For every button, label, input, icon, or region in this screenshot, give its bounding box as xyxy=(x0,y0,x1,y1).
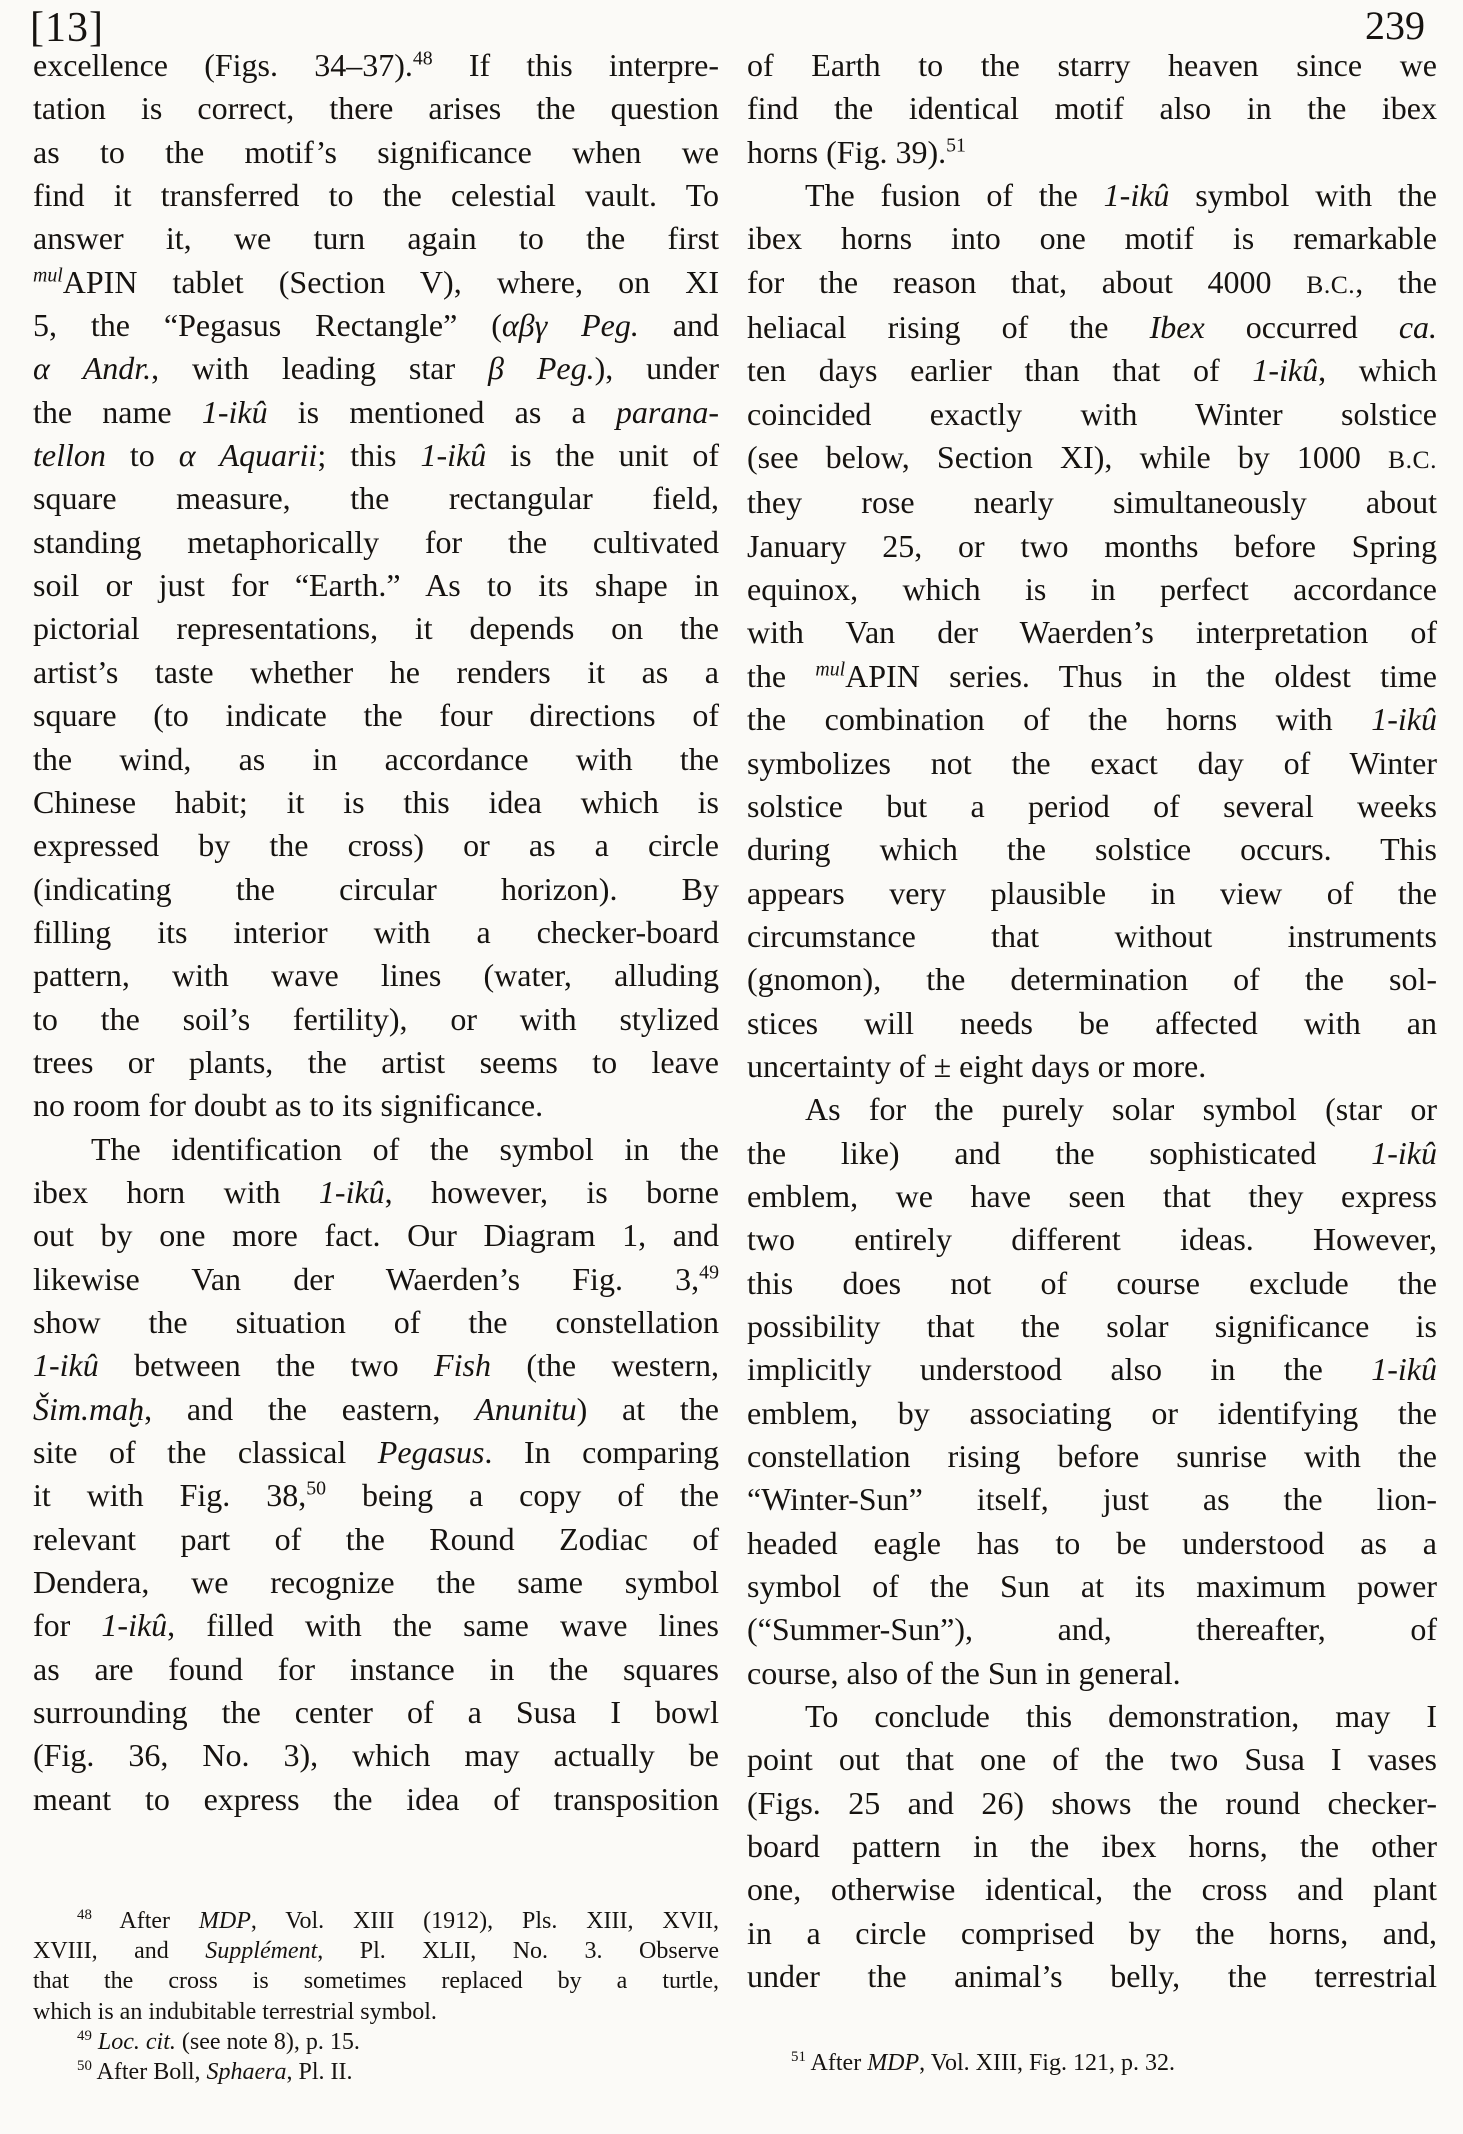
text-line: find the identical motif also in the ibex xyxy=(747,90,1437,127)
text-line: course, also of the Sun in general. xyxy=(747,1654,1181,1691)
text-line: ibex horns into one motif is remarkable xyxy=(747,220,1437,257)
text-line: pictorial representations, it depends on the xyxy=(33,610,719,647)
text-line: excellence (Figs. 34–37).$^{48}$ If this interpre- xyxy=(33,47,719,83)
text-line: out by one more fact. Our Diagram 1, and xyxy=(33,1217,719,1254)
text-line: find it transferred to the celestial vault. To xyxy=(33,177,719,214)
text-line: $^{49}$ Loc. cit. (see note 8), p. 15. xyxy=(77,2027,360,2055)
text-line: To conclude this demonstration, may I xyxy=(805,1698,1437,1735)
text-line: square (to indicate the four directions of xyxy=(33,697,719,734)
text-line: symbolizes not the exact day of Winter xyxy=(747,744,1437,781)
text-line: emblem, we have seen that they express xyxy=(747,1177,1437,1214)
text-line: (Fig. 36, No. 3), which may actually be xyxy=(33,1737,719,1774)
text-line: (“Summer-Sun”), and, thereafter, of xyxy=(747,1611,1437,1648)
right-column-footnotes xyxy=(747,2048,1437,2078)
text-line: as to the motif’s significance when we xyxy=(33,133,719,170)
text-line: XVIII, and Supplément, Pl. XLII, No. 3. Observe xyxy=(33,1938,720,1965)
text-line: 1-ikû between the two Fish (the western, xyxy=(33,1347,719,1384)
text-line: Chinese habit; it is this idea which is xyxy=(33,783,719,820)
text-line: for the reason that, about 4000 B.C., the xyxy=(747,263,1438,300)
text-line: ten days earlier than that of 1-ikû, which xyxy=(747,352,1438,389)
text-line: the like) and the sophisticated 1-ikû xyxy=(747,1134,1437,1171)
text-line: tellon to α Aquarii; this 1-ikû is the unit of xyxy=(33,437,720,474)
text-line: expressed by the cross) or as a circle xyxy=(33,827,719,864)
text-line: two entirely different ideas. However, xyxy=(747,1221,1437,1258)
text-line: The fusion of the 1-ikû symbol with the xyxy=(805,177,1438,214)
text-line: coincided exactly with Winter solstice xyxy=(747,395,1437,432)
text-line: Dendera, we recognize the same symbol xyxy=(33,1564,719,1601)
text-line: possibility that the solar significance is xyxy=(747,1307,1437,1344)
text-line: α Andr., with leading star β Peg.), under xyxy=(33,350,720,387)
text-line: square measure, the rectangular field, xyxy=(33,480,719,517)
text-line: equinox, which is in perfect accordance xyxy=(747,571,1437,608)
text-line: that the cross is sometimes replaced by a turtle, xyxy=(33,1968,719,1995)
text-line: under the animal’s belly, the terrestrial xyxy=(747,1958,1437,1995)
text-line: for 1-ikû, filled with the same wave lines xyxy=(33,1607,720,1644)
text-line: pattern, with wave lines (water, alluding xyxy=(33,957,719,994)
text-line: The identification of the symbol in the xyxy=(91,1130,719,1167)
text-line: show the situation of the constellation xyxy=(33,1303,719,1340)
text-line: January 25, or two months before Spring xyxy=(747,527,1437,564)
text-line: the $^{mul}$APIN series. Thus in the oldest time xyxy=(747,657,1438,694)
right-column-text xyxy=(747,44,1437,1998)
text-line: ibex horn with 1-ikû, however, is borne xyxy=(33,1173,720,1210)
text-line: point out that one of the two Susa I vases xyxy=(747,1741,1437,1778)
text-line: surrounding the center of a Susa I bowl xyxy=(33,1694,719,1731)
text-line: $^{50}$ After Boll, Sphaera, Pl. II. xyxy=(77,2058,353,2086)
text-line: As for the purely solar symbol (star or xyxy=(805,1091,1437,1128)
text-line: (gnomon), the determination of the sol- xyxy=(747,961,1437,998)
text-line: site of the classical Pegasus. In comparing xyxy=(33,1434,720,1470)
text-line: meant to express the idea of transposition xyxy=(33,1780,719,1817)
text-line: soil or just for “Earth.” As to its shape in xyxy=(33,567,719,604)
text-line: uncertainty of ± eight days or more. xyxy=(747,1047,1207,1084)
text-line: of Earth to the starry heaven since we xyxy=(747,47,1437,83)
text-line: as are found for instance in the squares xyxy=(33,1650,719,1687)
text-line: horns (Fig. 39).$^{51}$ xyxy=(747,133,966,170)
text-line: “Winter-Sun” itself, just as the lion- xyxy=(747,1481,1437,1518)
text-line: with Van der Waerden’s interpretation of xyxy=(747,614,1437,651)
text-line: relevant part of the Round Zodiac of xyxy=(33,1520,719,1557)
text-line: board pattern in the ibex horns, the other xyxy=(747,1828,1437,1865)
text-line: appears very plausible in view of the xyxy=(747,874,1437,911)
text-line: to the soil’s fertility), or with stylized xyxy=(33,1000,719,1037)
text-line: heliacal rising of the Ibex occurred ca. xyxy=(747,309,1438,346)
section-number: [13] xyxy=(30,5,104,51)
text-line: filling its interior with a checker-board xyxy=(33,913,719,950)
text-line: the wind, as in accordance with the xyxy=(33,740,719,777)
text-line: standing metaphorically for the cultivated xyxy=(33,523,719,560)
text-line: which is an indubitable terrestrial symbol. xyxy=(33,1998,437,2025)
text-line: the name 1-ikû is mentioned as a parana- xyxy=(33,393,720,430)
text-line: $^{51}$ After MDP, Vol. XIII, Fig. 121, p. 32. xyxy=(791,2049,1175,2076)
text-line: (Figs. 25 and 26) shows the round checker- xyxy=(747,1784,1437,1821)
text-line: during which the solstice occurs. This xyxy=(747,831,1437,868)
text-line: this does not of course exclude the xyxy=(747,1264,1437,1301)
text-line: symbol of the Sun at its maximum power xyxy=(747,1568,1437,1605)
text-line: $^{48}$ After MDP, Vol. XIII (1912), Pls. XIII, XVII, xyxy=(77,1907,719,1934)
text-line: one, otherwise identical, the cross and plant xyxy=(747,1871,1437,1908)
page-number: 239 xyxy=(1365,3,1425,48)
text-line: likewise Van der Waerden’s Fig. 3,49 xyxy=(33,1260,719,1297)
text-line: circumstance that without instruments xyxy=(747,917,1437,954)
left-column-text xyxy=(33,44,719,1821)
text-line: tation is correct, there arises the question xyxy=(33,90,719,127)
text-line: the combination of the horns with 1-ikû xyxy=(747,701,1437,738)
text-line: in a circle comprised by the horns, and, xyxy=(747,1914,1437,1951)
text-line: trees or plants, the artist seems to leave xyxy=(33,1043,719,1080)
text-line: constellation rising before sunrise with the xyxy=(747,1438,1437,1474)
text-line: answer it, we turn again to the first xyxy=(33,220,719,257)
text-line: (see below, Section XI), while by 1000 B.C. xyxy=(747,439,1437,476)
text-line: $^{mul}$APIN tablet (Section V), where, on XI xyxy=(33,263,719,300)
text-line: emblem, by associating or identifying the xyxy=(747,1394,1437,1431)
text-line: implicitly understood also in the 1-ikû xyxy=(747,1351,1437,1388)
text-line: headed eagle has to be understood as a xyxy=(747,1524,1437,1561)
text-line: artist’s taste whether he renders it as a xyxy=(33,653,719,690)
text-line: no room for doubt as to its significance. xyxy=(33,1087,544,1124)
text-line: solstice but a period of several weeks xyxy=(747,787,1437,824)
left-column-footnotes xyxy=(33,1906,719,2087)
text-line: 5, the “Pegasus Rectangle” (αβγ Peg. and xyxy=(33,307,720,344)
text-line: it with Fig. 38,50 being a copy of the xyxy=(33,1477,720,1514)
text-line: Šim.maḫ, and the eastern, Anunitu) at the xyxy=(33,1390,720,1427)
text-line: stices will needs be affected with an xyxy=(747,1004,1437,1041)
text-line: (indicating the circular horizon). By xyxy=(33,870,719,907)
text-line: they rose nearly simultaneously about xyxy=(747,484,1437,521)
